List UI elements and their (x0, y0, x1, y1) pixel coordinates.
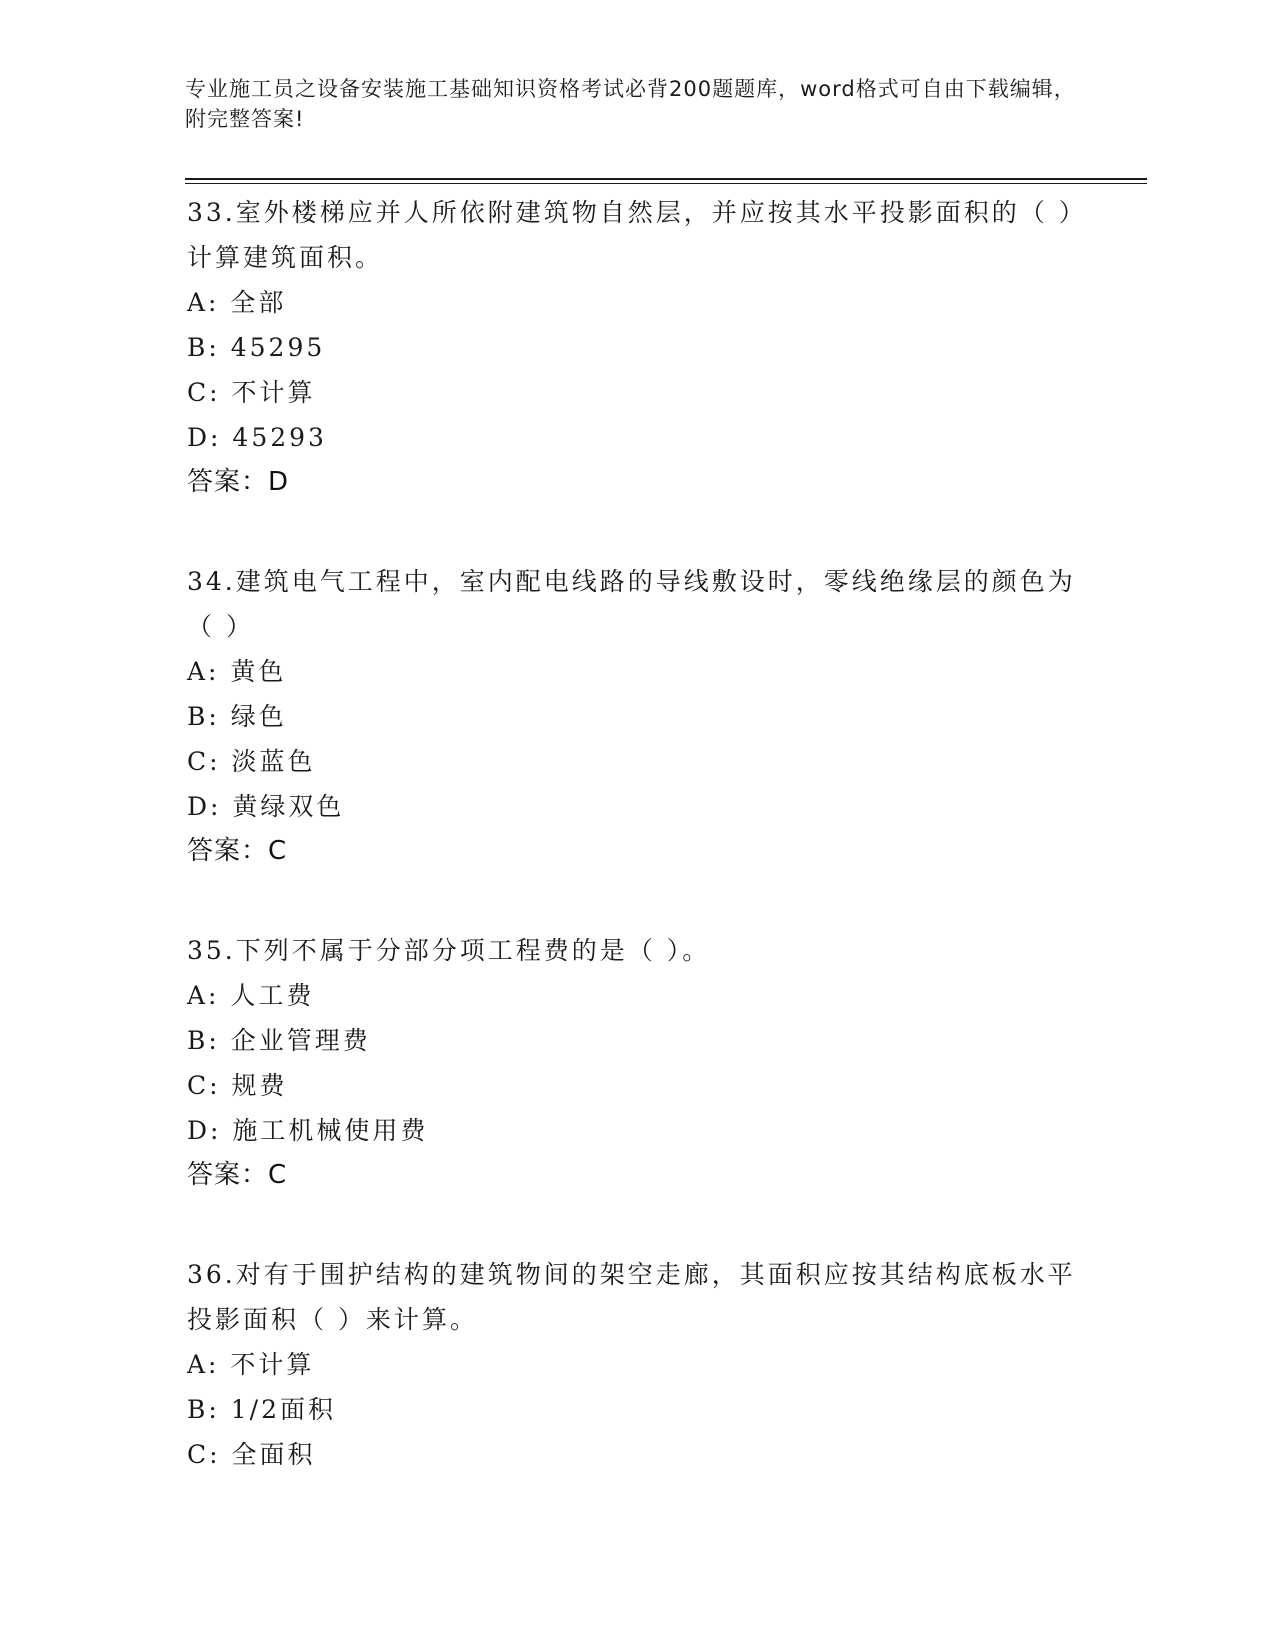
option-d: D: 45293 (187, 423, 327, 452)
option-c: C: 淡蓝色 (187, 747, 316, 776)
question-list (187, 190, 1087, 1531)
option-c: C: 规费 (187, 1071, 288, 1100)
question-35 (187, 928, 1087, 1198)
header-divider (185, 178, 1147, 180)
question-33 (187, 190, 1087, 505)
answer-label: 答案：C (187, 1160, 288, 1190)
answer-label: 答案：D (187, 467, 290, 497)
option-a: A: 黄色 (187, 657, 287, 686)
header-divider-thin (185, 183, 1147, 184)
option-a: A: 不计算 (187, 1350, 315, 1379)
option-d: D: 黄绿双色 (187, 792, 345, 821)
option-c: C: 全面积 (187, 1440, 316, 1469)
document-header: 专业施工员之设备安装施工基础知识资格考试必背200题题库，word格式可自由下载编辑，附完整答案! (185, 77, 1076, 131)
option-b: B: 1/2面积 (187, 1395, 336, 1424)
option-a: A: 人工费 (187, 981, 315, 1010)
answer-label: 答案：C (187, 836, 288, 866)
option-d: D: 施工机械使用费 (187, 1116, 429, 1145)
question-stem: 35.下列不属于分部分项工程费的是（ ）。 (187, 936, 711, 965)
option-c: C: 不计算 (187, 378, 316, 407)
question-34 (187, 559, 1087, 874)
option-b: B: 企业管理费 (187, 1026, 371, 1055)
option-b: B: 绿色 (187, 702, 287, 731)
question-stem: 36.对有于围护结构的建筑物间的架空走廊，其面积应按其结构底板水平投影面积（ ）来计算。 (187, 1260, 1076, 1334)
question-stem: 34.建筑电气工程中，室内配电线路的导线敷设时，零线绝缘层的颜色为（ ） (187, 567, 1076, 641)
question-36 (187, 1252, 1087, 1477)
question-stem: 33.室外楼梯应并人所依附建筑物自然层，并应按其水平投影面积的（ ）计算建筑面积。 (187, 198, 1087, 272)
option-b: B: 45295 (187, 333, 326, 362)
option-a: A: 全部 (187, 288, 287, 317)
